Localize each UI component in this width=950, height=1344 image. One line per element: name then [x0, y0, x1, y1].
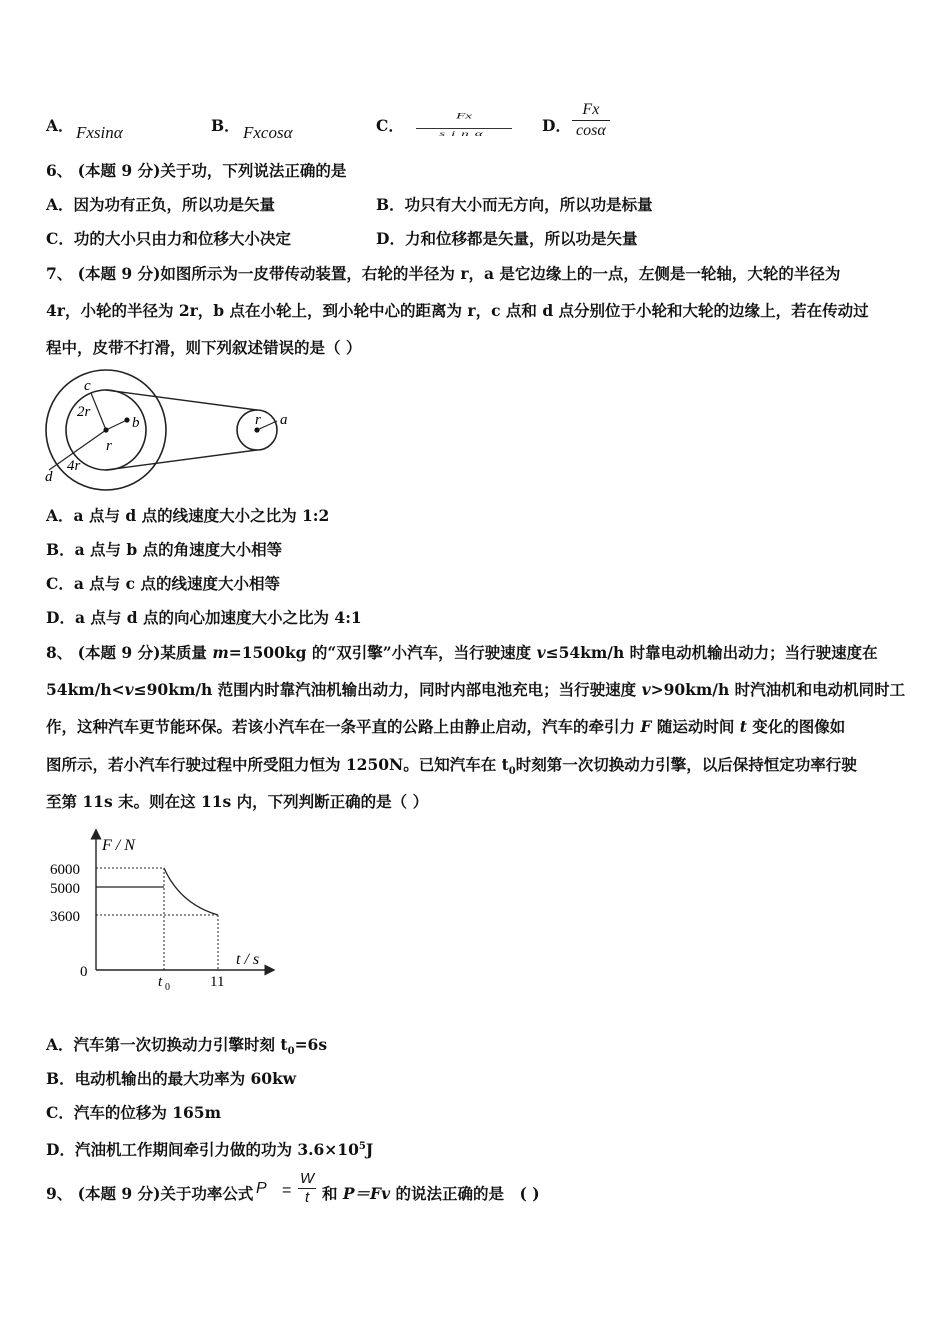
- q8-stem-line2: [46, 680, 905, 700]
- q5-option-c-fraction: [416, 112, 512, 144]
- origin-label: 0: [80, 964, 88, 980]
- q8-l1-c: ≤54km/h 时靠电动机输出动力；当行驶速度在: [545, 643, 878, 662]
- q8-d-sup: 5: [358, 1141, 366, 1152]
- q8-l3-t: t: [739, 717, 747, 736]
- q8-stem-line5: 至第 11s 末。则在这 11s 内，下列判断正确的是（ ）: [46, 792, 429, 811]
- label-a: a: [280, 412, 288, 428]
- q8-a-sub: 0: [287, 1046, 295, 1058]
- q8-option-a: [46, 1035, 327, 1062]
- x-tick-t0-sub: 0: [165, 982, 170, 993]
- q8-l4-a: 图所示，若小汽车行驶过程中所受阻力恒为 1250N。已知汽车在 t: [46, 755, 509, 774]
- q8-stem-line1: [46, 643, 878, 663]
- q8-l1-v: v: [536, 643, 546, 662]
- q6-stem: 6、 (本题 9 分)关于功，下列说法正确的是: [46, 161, 347, 180]
- center-right: [254, 427, 259, 432]
- q8-option-c: C．汽车的位移为 165m: [46, 1103, 221, 1122]
- q9-formula: P＝Fv: [342, 1184, 391, 1203]
- q8-l1-a: 8、 (本题 9 分)某质量: [46, 643, 213, 662]
- q5-option-d-num: Fx: [572, 100, 610, 121]
- force-curve: [164, 868, 218, 915]
- q5-option-d-label: D．: [542, 116, 571, 135]
- q8-stem-line4: [46, 755, 857, 782]
- q6-option-c: C．功的大小只由力和位移大小决定: [46, 229, 291, 248]
- q8-l2-b: ≤90km/h 范围内时靠汽油机输出动力，同时内部电池充电；当行驶速度: [133, 680, 642, 699]
- label-d: d: [45, 469, 53, 485]
- q7-stem-line3: 程中，皮带不打滑，则下列叙述错误的是（ ）: [46, 338, 362, 357]
- q9-stem: [46, 1184, 253, 1204]
- q8-stem-line3: [46, 717, 845, 737]
- q8-l1-m: m: [212, 643, 229, 662]
- q7-stem-line1: 7、 (本题 9 分)如图所示为一皮带传动装置，右轮的半径为 r，a 是它边缘上的一点，左侧是一轮轴，大轮的半径为: [46, 264, 841, 283]
- q6-option-d: D．力和位移都是矢量，所以功是矢量: [376, 229, 638, 248]
- q7-stem-line2: 4r，小轮的半径为 2r，b 点在小轮上，到小轮中心的距离为 r，c 点和 d 点分别位于小轮和大轮的边缘上，若在传动过: [46, 301, 869, 320]
- y-tick-5000: 5000: [50, 881, 80, 897]
- q5-option-a: [46, 116, 74, 136]
- belt-top: [106, 390, 257, 410]
- q9-stem-c: 的说法正确的是 ( ): [390, 1184, 540, 1203]
- q9-den: t: [305, 1189, 310, 1206]
- q5-option-b-expr: Fxcosα: [243, 123, 293, 142]
- q9-stem-rest: [322, 1184, 540, 1204]
- q9-eq: =: [282, 1182, 292, 1199]
- q5-option-a-expr: Fxsinα: [76, 123, 123, 142]
- label-2r: 2r: [77, 404, 91, 420]
- q8-a-end: =6s: [294, 1035, 328, 1054]
- q8-d-end: J: [365, 1140, 374, 1160]
- radius-2r-line: [91, 393, 106, 430]
- label-4r: 4r: [67, 458, 81, 474]
- q7-option-a: A．a 点与 d 点的线速度大小之比为 1:2: [46, 506, 330, 525]
- q8-a-text: A．汽车第一次切换动力引擎时刻 t: [46, 1035, 288, 1054]
- y-axis-label: F / N: [102, 837, 135, 854]
- q8-l3-a: 作，这种汽车更节能环保。若该小汽车在一条平直的公路上由静止启动，汽车的牵引力: [46, 717, 641, 736]
- q8-option-b: B．电动机输出的最大功率为 60kw: [46, 1069, 297, 1088]
- q9-P: P: [256, 1180, 267, 1197]
- q5-option-d-den: cosα: [576, 122, 606, 139]
- q5-option-c-den: sinα: [439, 130, 489, 138]
- q5-option-b-label: B．: [211, 116, 240, 135]
- q5-option-c-label: C．: [376, 116, 404, 135]
- label-r-small: r: [106, 438, 112, 454]
- label-c: c: [84, 378, 91, 394]
- q9-num: W: [300, 1170, 315, 1187]
- q7-option-b: B．a 点与 b 点的角速度大小相等: [46, 540, 283, 559]
- q5-option-a-label: A．: [46, 116, 74, 135]
- q5-option-c: [376, 116, 404, 136]
- q8-l3-F: F: [640, 717, 652, 736]
- q6-option-a: A．因为功有正负，所以功是矢量: [46, 195, 276, 214]
- center-left: [103, 427, 108, 432]
- q7-option-c: C．a 点与 c 点的线速度大小相等: [46, 574, 281, 593]
- label-b: b: [132, 415, 140, 431]
- q8-l2-v2: v: [641, 680, 651, 699]
- q5-option-d-fraction: [572, 100, 610, 141]
- q8-l2-v: v: [124, 680, 134, 699]
- q8-l2-c: >90km/h 时汽油机和电动机同时工: [650, 680, 906, 699]
- q6-option-b: B．功只有大小而无方向，所以功是标量: [376, 195, 653, 214]
- q8-l3-b: 随运动时间: [651, 717, 740, 736]
- q8-l4-sub: 0: [508, 766, 516, 778]
- x-axis-label: t / s: [236, 951, 260, 968]
- force-time-chart: [40, 828, 280, 1000]
- q8-l3-c: 变化的图像如: [746, 717, 846, 736]
- y-tick-3600: 3600: [50, 909, 80, 925]
- q8-l2-a: 54km/h<: [46, 680, 125, 699]
- y-tick-6000: 6000: [50, 862, 80, 878]
- q9-fraction: [298, 1170, 316, 1207]
- q8-l1-b: =1500kg 的“双引擎”小汽车，当行驶速度: [228, 643, 537, 662]
- q8-d-text: D．汽油机工作期间牵引力做的功为 3.6×10: [46, 1140, 359, 1160]
- q7-option-d: D．a 点与 d 点的向心加速度大小之比为 4:1: [46, 608, 362, 627]
- x-tick-11: 11: [210, 974, 225, 990]
- q9-stem-b: 和: [322, 1184, 343, 1203]
- q5-option-c-num: Fx: [456, 112, 472, 121]
- q9-stem-a: 9、 (本题 9 分)关于功率公式: [46, 1184, 254, 1203]
- q5-option-b: [211, 116, 240, 136]
- belt-pulley-figure: [40, 364, 300, 490]
- x-tick-t0: t: [158, 974, 163, 990]
- q8-l4-b: 时刻第一次切换动力引擎，以后保持恒定功率行驶: [515, 755, 857, 774]
- q5-option-d: [542, 116, 571, 136]
- label-r-right: r: [255, 412, 261, 428]
- belt-bottom: [106, 450, 257, 470]
- q8-option-d: [46, 1137, 373, 1160]
- radius-r-line: [106, 420, 127, 430]
- point-b: [124, 417, 129, 422]
